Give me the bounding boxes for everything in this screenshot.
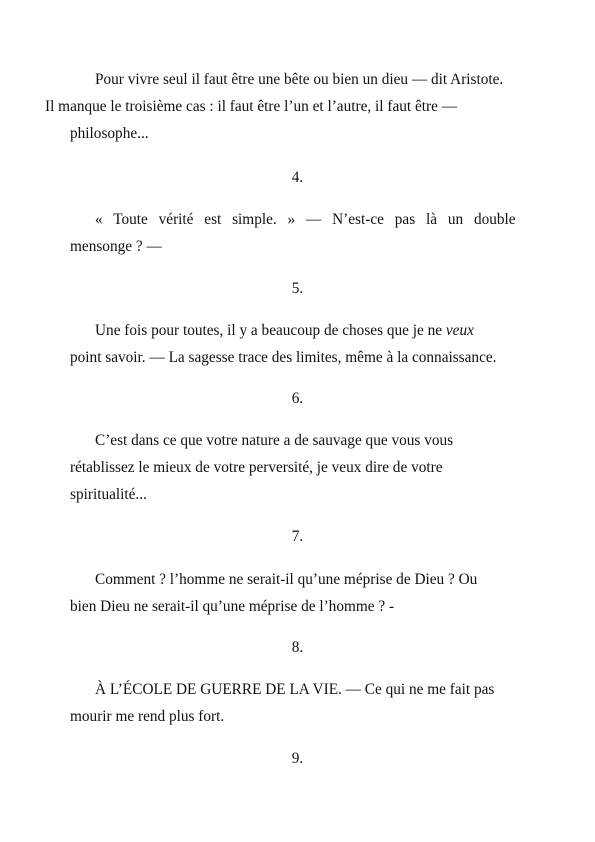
paragraph-line: Une fois pour toutes, il y a beaucoup de choses que je ne: [95, 322, 446, 339]
paragraph-6: [70, 427, 525, 508]
section-number-4: 4.: [291, 169, 304, 186]
paragraph-line: point savoir. — La sagesse trace des limites, même à la connaissance.: [70, 349, 497, 366]
section-number-9: 9.: [291, 750, 304, 767]
paragraph-line: « Toute vérité est simple. » — N’est-ce pas là un double: [95, 211, 516, 228]
paragraph-line: bien Dieu ne serait-il qu’une méprise de l’homme ? -: [70, 598, 395, 615]
paragraph-3: [45, 66, 525, 147]
emphasis-text: veux: [445, 322, 474, 339]
paragraph-4: [70, 206, 525, 260]
section-number-8: 8.: [291, 639, 304, 656]
paragraph-line: Il manque le troisième cas : il faut être l’un et l’autre, il faut être —: [45, 98, 458, 115]
paragraph-7: [70, 566, 525, 620]
section-number-5: 5.: [291, 280, 304, 297]
paragraph-line: Comment ? l’homme ne serait-il qu’une méprise de Dieu ? Ou: [95, 571, 478, 588]
paragraph-line: C’est dans ce que votre nature a de sauvage que vous vous: [95, 432, 454, 449]
paragraph-line: mensonge ? —: [70, 238, 162, 255]
section-number-7: 7.: [291, 528, 304, 545]
paragraph-line: À L’ÉCOLE DE GUERRE DE LA VIE. — Ce qui ne me fait pas: [95, 681, 495, 698]
section-number-6: 6.: [291, 390, 304, 407]
paragraph-line: mourir me rend plus fort.: [70, 708, 225, 725]
paragraph-8: [70, 676, 525, 730]
paragraph-line: spiritualité...: [70, 486, 147, 503]
paragraph-line: philosophe...: [70, 125, 149, 142]
paragraph-5: [70, 317, 525, 371]
paragraph-line: rétablissez le mieux de votre perversité, je veux dire de votre: [70, 459, 443, 476]
paragraph-line: Pour vivre seul il faut être une bête ou bien un dieu — dit Aristote.: [95, 71, 504, 88]
